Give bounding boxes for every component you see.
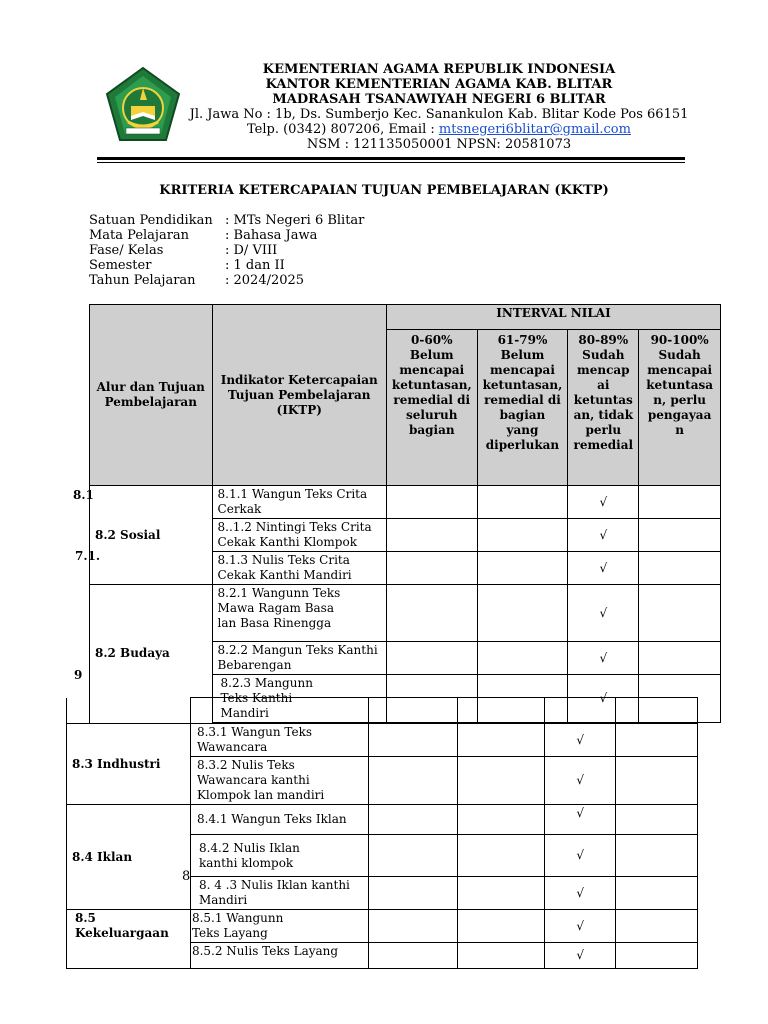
check-mark: √ — [568, 552, 639, 585]
range-90-100: 90-100% Sudah mencapai ketuntasa n, perlu pengayaa n — [639, 330, 721, 486]
kktp-table-lower — [66, 697, 698, 969]
header-ministry: KEMENTERIAN AGAMA REPUBLIK INDONESIA — [262, 62, 616, 77]
identity-value: : MTs Negeri 6 Blitar — [225, 213, 365, 228]
identity-value: : Bahasa Jawa — [225, 228, 318, 243]
identity-value: : D/ VIII — [225, 243, 278, 258]
alur-cell: 8.2 Budaya — [90, 585, 213, 723]
header-contact — [55, 122, 768, 137]
table-row — [67, 805, 698, 835]
iktp-cell: 8..1.2 Nintingi Teks Crita Cekak Kanthi Klompok — [212, 519, 386, 552]
iktp-cell: 8.5.1 Wangunn Teks Layang — [190, 910, 368, 943]
iktp-cell: 8.4.1 Wangun Teks Iklan — [190, 805, 368, 835]
iktp-cell: 8.2.1 Wangunn Teks Mawa Ragam Basa lan Basa Rinengga — [212, 585, 386, 642]
alur-cell: 8.5 Kekeluargaan — [67, 910, 191, 969]
alur-cell: 8.4 Iklan — [67, 805, 191, 910]
range-61-79: 61-79% Belum mencapai ketuntasan, remedial di bagian yang diperlukan — [477, 330, 568, 486]
iktp-cell: 8.2.2 Mangun Teks Kanthi Bebarengan — [212, 642, 386, 675]
kktp-table-upper — [89, 304, 721, 723]
alur-cell: 8.3 Indhustri — [67, 724, 191, 805]
check-mark: √ — [568, 675, 639, 723]
check-mark: √ — [545, 943, 616, 969]
header-office: KANTOR KEMENTERIAN AGAMA KAB. BLITAR — [265, 77, 613, 92]
range-0-60: 0-60% Belum mencapai ketuntasan, remedial di seluruh bagian — [386, 330, 477, 486]
range-80-89: 80-89% Sudah mencap ai ketuntas an, tidak perlu remedial — [568, 330, 639, 486]
identity-label: Semester — [89, 258, 152, 273]
check-mark: √ — [545, 877, 616, 910]
identity-label: Fase/ Kelas — [89, 243, 164, 258]
check-mark: √ — [545, 757, 616, 805]
email-link[interactable]: mtsnegeri6blitar@gmail.com — [438, 122, 631, 137]
check-mark: √ — [568, 642, 639, 675]
identity-value: : 2024/2025 — [225, 273, 305, 288]
stray-label: 9 — [74, 668, 83, 682]
stray-label: 8 — [182, 869, 191, 884]
iktp-cell: 8.4.2 Nulis Iklan kanthi klompok — [190, 835, 368, 877]
iktp-cell: 8.1.1 Wangun Teks Crita Cerkak — [212, 486, 386, 519]
iktp-cell: 8.5.2 Nulis Teks Layang — [190, 943, 368, 969]
col-header-alur: Alur dan Tujuan Pembelajaran — [90, 305, 213, 486]
identity-label: Tahun Pelajaran — [89, 273, 196, 288]
check-mark: √ — [545, 724, 616, 757]
header-nsm: NSM : 121135050001 NPSN: 20581073 — [306, 137, 572, 152]
table-row — [90, 486, 721, 519]
table-row — [90, 585, 721, 642]
iktp-cell: 8.3.2 Nulis Teks Wawancara kanthi Klompok lan mandiri — [190, 757, 368, 805]
header-school: MADRASAH TSANAWIYAH NEGERI 6 BLITAR — [272, 92, 606, 107]
col-header-interval: INTERVAL NILAI — [386, 305, 720, 330]
identity-label: Satuan Pendidikan — [89, 213, 213, 228]
iktp-cell: 8.2.3 Mangunn Teks Kanthi Mandiri — [212, 675, 386, 723]
check-mark: √ — [568, 486, 639, 519]
check-mark: √ — [545, 835, 616, 877]
stray-label: 7.1. — [75, 549, 101, 563]
header-phone: Telp. (0342) 807206, Email : — [247, 122, 439, 137]
col-header-iktp: Indikator Ketercapaian Tujuan Pembelajaran (IKTP) — [212, 305, 386, 486]
iktp-cell: 8.3.1 Wangun Teks Wawancara — [190, 724, 368, 757]
iktp-cell: 8. 4 .3 Nulis Iklan kanthi Mandiri — [190, 877, 368, 910]
document-title: KRITERIA KETERCAPAIAN TUJUAN PEMBELAJARAN (KKTP) — [159, 183, 609, 198]
check-mark: √ — [545, 910, 616, 943]
alur-cell: 8.2 Sosial — [90, 486, 213, 585]
check-mark: √ — [568, 585, 639, 642]
stray-label: 8.1 — [73, 488, 94, 502]
identity-label: Mata Pelajaran — [89, 228, 190, 243]
header-rule-thick — [97, 157, 685, 160]
check-mark: √ — [545, 805, 616, 835]
check-mark: √ — [568, 519, 639, 552]
identity-value: : 1 dan II — [225, 258, 285, 273]
header-rule-thin — [97, 162, 685, 163]
table-row — [67, 910, 698, 943]
table-row — [67, 724, 698, 757]
header-address: Jl. Jawa No : 1b, Ds. Sumberjo Kec. Sanankulon Kab. Blitar Kode Pos 66151 — [189, 107, 689, 122]
iktp-cell: 8.1.3 Nulis Teks Crita Cekak Kanthi Mandiri — [212, 552, 386, 585]
